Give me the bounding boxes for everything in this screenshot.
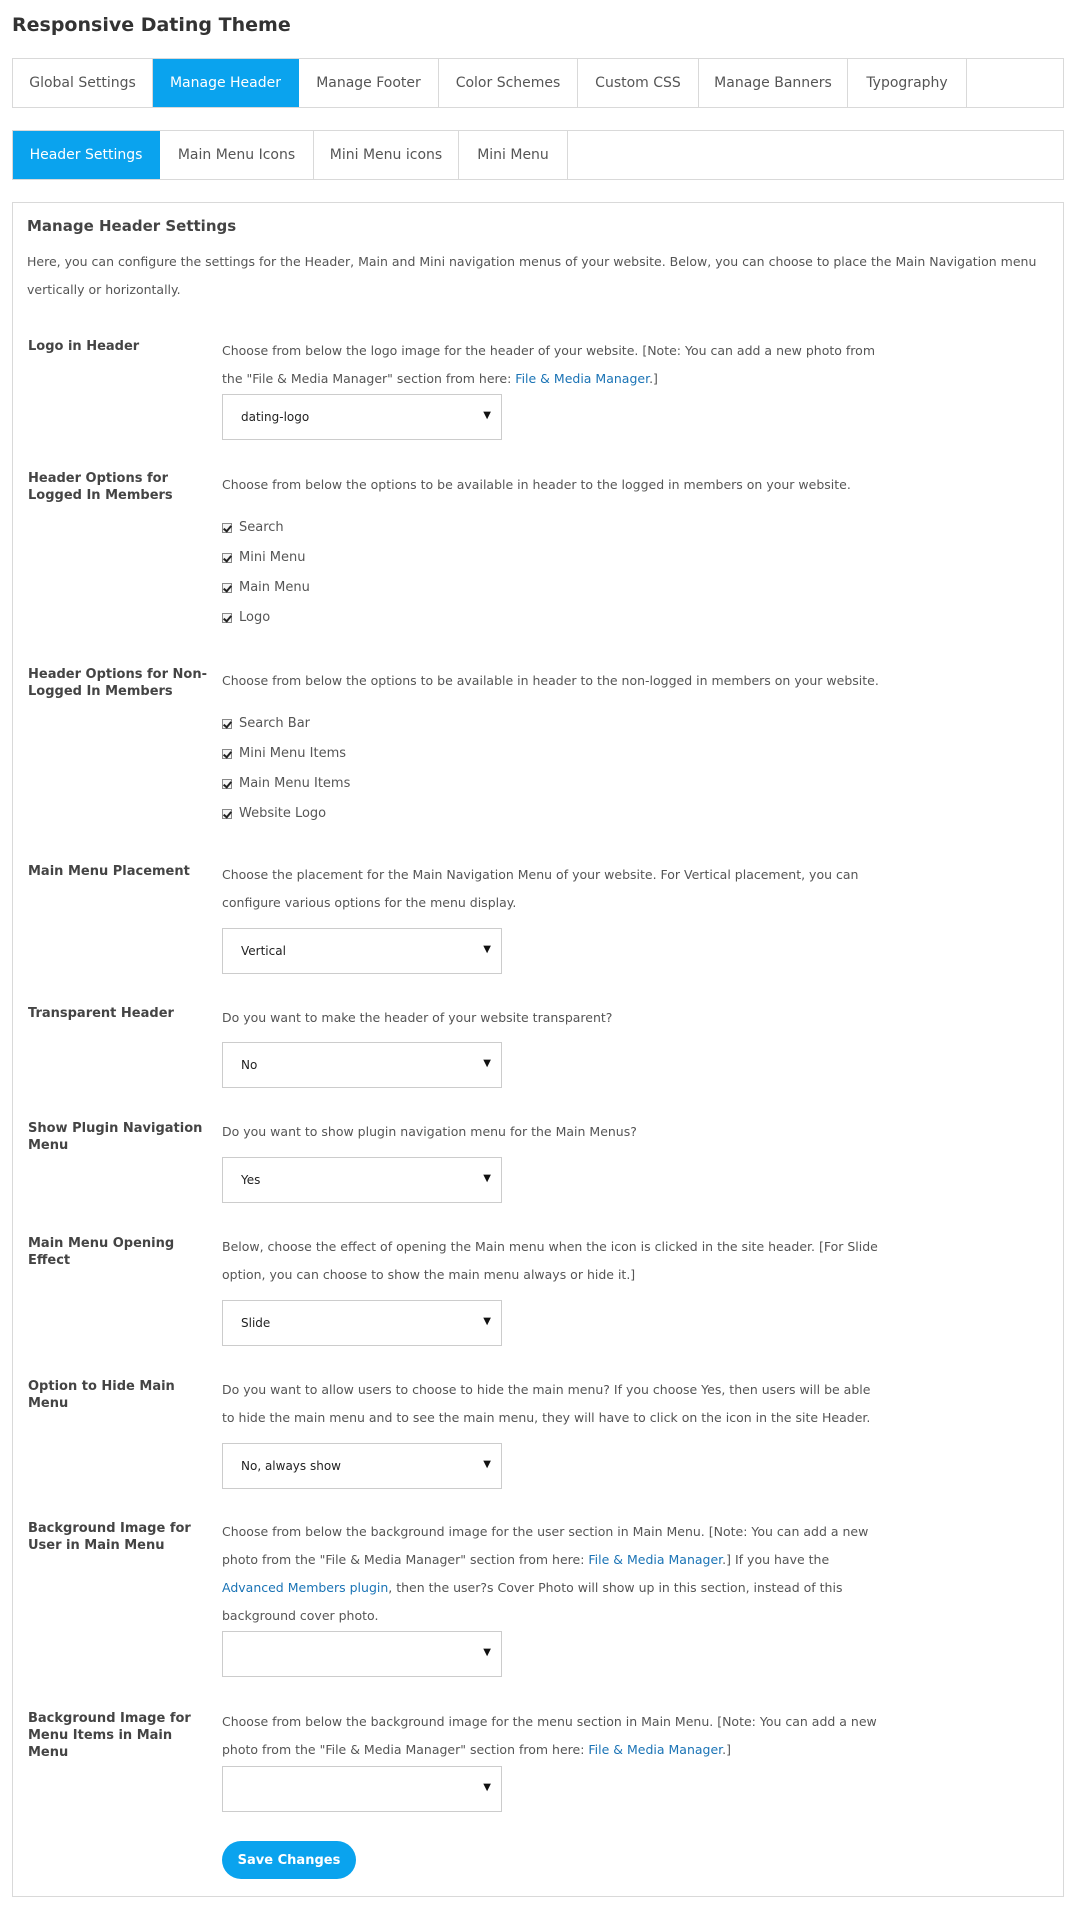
subtab-header-settings[interactable]: Header Settings bbox=[13, 131, 160, 179]
checkbox-label: Logo bbox=[239, 610, 271, 625]
checkbox-checked-icon bbox=[222, 719, 232, 729]
transparent-select[interactable] bbox=[222, 1042, 502, 1088]
checkbox-checked-icon bbox=[222, 523, 232, 533]
checkbox-checked-icon bbox=[222, 779, 232, 789]
advanced-members-plugin-link[interactable]: Advanced Members plugin bbox=[222, 1580, 389, 1595]
subtab-mini-menu[interactable]: Mini Menu bbox=[459, 131, 568, 179]
plugin-nav-select-value: Yes bbox=[241, 1173, 261, 1187]
checkbox-checked-icon bbox=[222, 553, 232, 563]
hide-main-select[interactable] bbox=[222, 1443, 502, 1489]
bg-user-select[interactable] bbox=[222, 1631, 502, 1677]
bg-menu-description bbox=[222, 1708, 882, 1764]
checkbox-search-bar[interactable] bbox=[222, 716, 310, 731]
logo-description bbox=[222, 337, 882, 393]
logo-desc-text: Choose from below the logo image for the header of your website. [Note: You can add a new photo from the "File & Media Manager" section from here: bbox=[222, 343, 875, 386]
plugin-nav-select[interactable] bbox=[222, 1157, 502, 1203]
bg-user-desc-text: Choose from below the background image for the user section in Main Menu. [Note: You can add a new photo from the "File & Media Manager" section from here: bbox=[222, 1524, 869, 1567]
tab-typography[interactable]: Typography bbox=[848, 59, 967, 107]
bg-menu-desc-text: Choose from below the background image for the menu section in Main Menu. [Note: You can add a new photo from the "File & Media Manager" section from here: bbox=[222, 1714, 877, 1757]
sub-tab-bar bbox=[12, 130, 1064, 180]
transparent-description: Do you want to make the header of your website transparent? bbox=[222, 1010, 613, 1025]
caret-down-icon: ▼ bbox=[483, 944, 491, 955]
bg-menu-label: Background Image for Menu Items in Main Menu bbox=[28, 1711, 191, 1760]
opening-effect-label: Main Menu Opening Effect bbox=[28, 1236, 175, 1268]
logo-select-value: dating-logo bbox=[241, 410, 310, 424]
checkbox-checked-icon bbox=[222, 809, 232, 819]
logo-desc-end: .] bbox=[649, 371, 658, 386]
checkbox-website-logo[interactable] bbox=[222, 806, 326, 821]
placement-select-value: Vertical bbox=[241, 944, 286, 958]
checkbox-checked-icon bbox=[222, 583, 232, 593]
panel-intro: Here, you can configure the settings for the Header, Main and Mini navigation menus of your website. Below, you can choose to place the Main Navigation menu vertically or horizontally. bbox=[27, 254, 1037, 297]
caret-down-icon: ▼ bbox=[483, 1173, 491, 1184]
placement-label: Main Menu Placement bbox=[28, 864, 190, 879]
bg-menu-desc-end: .] bbox=[722, 1742, 732, 1757]
checkbox-main-menu[interactable] bbox=[222, 580, 310, 595]
opening-effect-select-value: Slide bbox=[241, 1316, 271, 1330]
plugin-nav-label: Show Plugin Navigation Menu bbox=[28, 1121, 203, 1153]
save-changes-button[interactable]: Save Changes bbox=[222, 1841, 356, 1879]
caret-down-icon: ▼ bbox=[483, 1316, 491, 1327]
transparent-select-value: No bbox=[241, 1058, 258, 1072]
page-title: Responsive Dating Theme bbox=[12, 14, 291, 36]
file-media-manager-link[interactable]: File & Media Manager bbox=[515, 371, 650, 386]
bg-menu-select[interactable] bbox=[222, 1766, 502, 1812]
settings-panel bbox=[12, 202, 1064, 1897]
caret-down-icon: ▼ bbox=[483, 1459, 491, 1470]
bg-user-description bbox=[222, 1518, 882, 1630]
opening-effect-select[interactable] bbox=[222, 1300, 502, 1346]
opening-effect-description: Below, choose the effect of opening the Main menu when the icon is clicked in the site header. [For Slide option, you can choose to show the main menu always or hide it.] bbox=[222, 1239, 878, 1282]
non-logged-options-label: Header Options for Non-Logged In Members bbox=[28, 667, 207, 699]
plugin-nav-description: Do you want to show plugin navigation menu for the Main Menus? bbox=[222, 1124, 637, 1139]
tab-manage-footer[interactable]: Manage Footer bbox=[299, 59, 439, 107]
checkbox-label: Main Menu bbox=[239, 580, 310, 595]
checkbox-label: Mini Menu bbox=[239, 550, 306, 565]
checkbox-label: Main Menu Items bbox=[239, 776, 351, 791]
caret-down-icon: ▼ bbox=[483, 1782, 491, 1793]
bg-user-label: Background Image for User in Main Menu bbox=[28, 1521, 191, 1553]
subtab-mini-menu-icons[interactable]: Mini Menu icons bbox=[314, 131, 459, 179]
checkbox-mini-menu[interactable] bbox=[222, 550, 306, 565]
logged-in-options-description: Choose from below the options to be available in header to the logged in members on your website. bbox=[222, 477, 851, 492]
subtab-main-menu-icons[interactable]: Main Menu Icons bbox=[160, 131, 314, 179]
placement-select[interactable] bbox=[222, 928, 502, 974]
hide-main-select-value: No, always show bbox=[241, 1459, 341, 1473]
checkbox-label: Search bbox=[239, 520, 284, 535]
file-media-manager-link[interactable]: File & Media Manager bbox=[588, 1552, 723, 1567]
hide-main-description: Do you want to allow users to choose to hide the main menu? If you choose Yes, then users will be able to hide the main menu and to see the main menu, they will have to click on the icon in the site Header. bbox=[222, 1382, 871, 1425]
tab-manage-header[interactable]: Manage Header bbox=[153, 59, 299, 107]
main-tab-bar bbox=[12, 58, 1064, 108]
hide-main-label: Option to Hide Main Menu bbox=[28, 1379, 175, 1411]
checkbox-checked-icon bbox=[222, 749, 232, 759]
placement-description: Choose the placement for the Main Navigation Menu of your website. For Vertical placement, you can configure various options for the menu display. bbox=[222, 867, 859, 910]
checkbox-label: Mini Menu Items bbox=[239, 746, 347, 761]
caret-down-icon: ▼ bbox=[483, 1647, 491, 1658]
tab-color-schemes[interactable]: Color Schemes bbox=[439, 59, 578, 107]
caret-down-icon: ▼ bbox=[483, 410, 491, 421]
transparent-label: Transparent Header bbox=[28, 1006, 174, 1021]
tab-custom-css[interactable]: Custom CSS bbox=[578, 59, 699, 107]
logo-select[interactable] bbox=[222, 394, 502, 440]
checkbox-mini-menu-items[interactable] bbox=[222, 746, 346, 761]
checkbox-label: Website Logo bbox=[239, 806, 327, 821]
checkbox-main-menu-items[interactable] bbox=[222, 776, 350, 791]
bg-user-desc-text: , then the user?s Cover Photo will show up in this section, instead of this background cover photo. bbox=[222, 1580, 843, 1623]
file-media-manager-link[interactable]: File & Media Manager bbox=[588, 1742, 723, 1757]
tab-manage-banners[interactable]: Manage Banners bbox=[699, 59, 848, 107]
checkbox-search[interactable] bbox=[222, 520, 284, 535]
panel-title: Manage Header Settings bbox=[27, 217, 237, 235]
checkbox-logo[interactable] bbox=[222, 610, 270, 625]
checkbox-label: Search Bar bbox=[239, 716, 311, 731]
tab-global-settings[interactable]: Global Settings bbox=[13, 59, 153, 107]
logo-label: Logo in Header bbox=[28, 339, 140, 354]
non-logged-options-description: Choose from below the options to be available in header to the non-logged in members on your website. bbox=[222, 673, 879, 688]
bg-user-desc-text: .] If you have the bbox=[722, 1552, 830, 1567]
caret-down-icon: ▼ bbox=[483, 1058, 491, 1069]
checkbox-checked-icon bbox=[222, 613, 232, 623]
logged-in-options-label: Header Options for Logged In Members bbox=[28, 471, 173, 503]
